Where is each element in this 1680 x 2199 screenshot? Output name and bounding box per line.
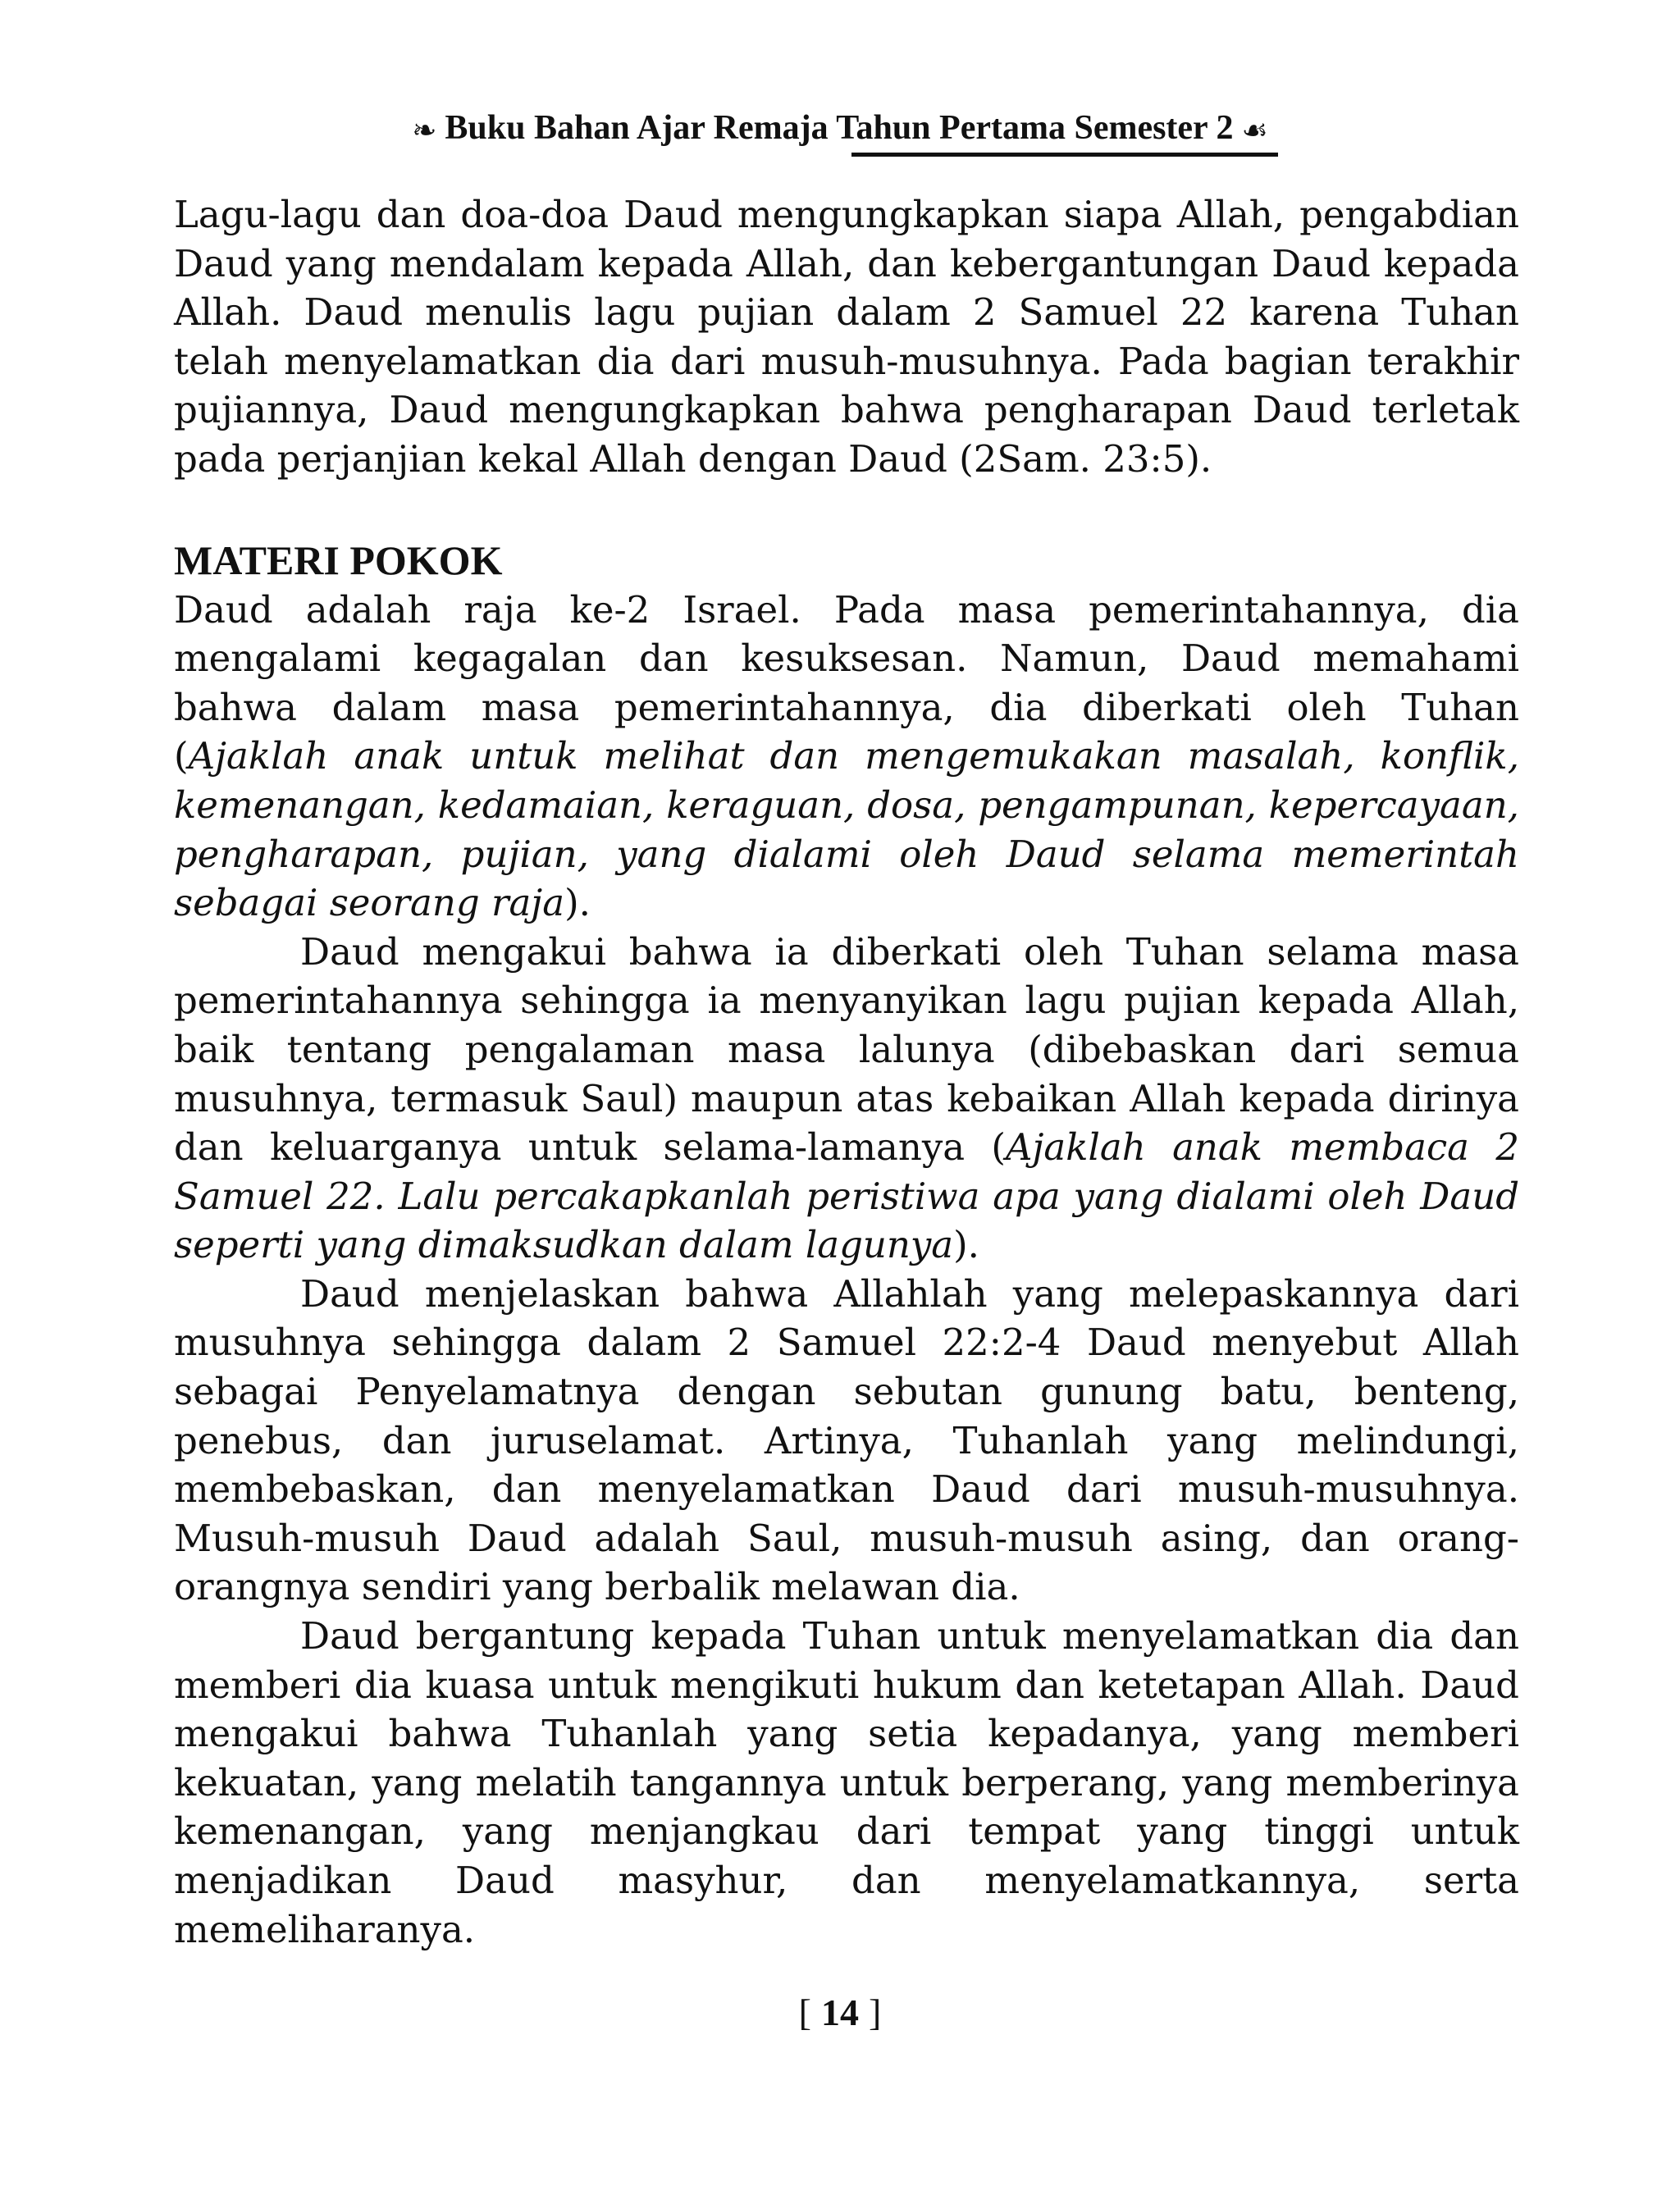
paragraph-4: Daud bergantung kepada Tuhan untuk menyelamatkan dia dan memberi dia kuasa untuk mengikuti hukum dan ketetapan Allah. Daud mengakui bahwa Tuhanlah yang setia kepadanya, yang memberi kekuatan, yang melatih tangannya untuk berperang, yang memberinya kemenangan, yang menjangkau dari tempat yang tinggi untuk menjadikan Daud masyhur, dan menyelamatkannya, serta memeliharanya.: [174, 1614, 1519, 1951]
footer-bracket-left: [: [798, 1991, 811, 2033]
paragraph-1-text: Daud adalah raja ke-2 Israel. Pada masa pemerintahannya, dia mengalami kegagalan dan kesuksesan. Namun, Daud memahami bahwa dalam masa pemerintahannya, dia diberkati oleh Tuhan (: [174, 587, 1519, 778]
body-text: [174, 190, 1519, 1954]
header-underline: [851, 153, 1278, 157]
paragraph-1: [174, 586, 1519, 928]
footer-bracket-right: ]: [869, 1991, 882, 2033]
ornament-left-icon: ❧: [412, 114, 437, 148]
ornament-right-icon: ☙: [1241, 114, 1268, 148]
page-number: 14: [821, 1991, 859, 2033]
paragraph-1-end: ).: [564, 881, 591, 925]
intro-paragraph: Lagu-lagu dan doa-doa Daud mengungkapkan siapa Allah, pengabdian Daud yang mendalam kepada Allah, dan kebergantungan Daud kepada Allah. Daud menulis lagu pujian dalam 2 Samuel 22 karena Tuhan telah menyelamatkan dia dari musuh-musuhnya. Pada bagian terakhir pujiannya, Daud mengungkapkan bahwa pengharapan Daud terletak pada perjanjian kekal Allah dengan Daud (2Sam. 23:5).: [174, 193, 1519, 481]
paragraph-2-end: ).: [953, 1223, 979, 1267]
paragraph-2-text: Daud mengakui bahwa ia diberkati oleh Tuhan selama masa pemerintahannya sehingga ia menyanyikan lagu pujian kepada Allah, baik tentang pengalaman masa lalunya (dibebaskan dari semua musuhnya, termasuk Saul) maupun atas kebaikan Allah kepada dirinya dan keluarganya untuk selama-lamanya (: [174, 929, 1519, 1170]
section-spacer: [174, 484, 1519, 535]
section-heading: MATERI POKOK: [174, 536, 503, 583]
running-header: [0, 105, 1680, 153]
paragraph-2-italic: Ajaklah anak membaca 2 Samuel 22. Lalu percakapkanlah peristiwa apa yang dialami oleh Daud seperti yang dimaksudkan dalam lagunya: [174, 1125, 1519, 1267]
paragraph-3: Daud menjelaskan bahwa Allahlah yang melepaskannya dari musuhnya sehingga dalam 2 Samuel 22:2-4 Daud menyebut Allah sebagai Penyelamatnya dengan sebutan gunung batu, benteng, penebus, dan juruselamat. Artinya, Tuhanlah yang melindungi, membebaskan, dan menyelamatkan Daud dari musuh-musuhnya. Musuh-musuh Daud adalah Saul, musuh-musuh asing, dan orang-orangnya sendiri yang berbalik melawan dia.: [174, 1271, 1519, 1609]
paragraph-2: [174, 928, 1519, 1270]
header-title: Buku Bahan Ajar Remaja Tahun Pertama Semester 2: [445, 109, 1234, 147]
page-footer: [0, 1988, 1680, 2037]
paragraph-1-italic: Ajaklah anak untuk melihat dan mengemukakan masalah, konflik, kemenangan, kedamaian, keraguan, dosa, pengampunan, kepercayaan, pengharapan, pujian, yang dialami oleh Daud selama memerintah sebagai seorang raja: [174, 734, 1519, 925]
